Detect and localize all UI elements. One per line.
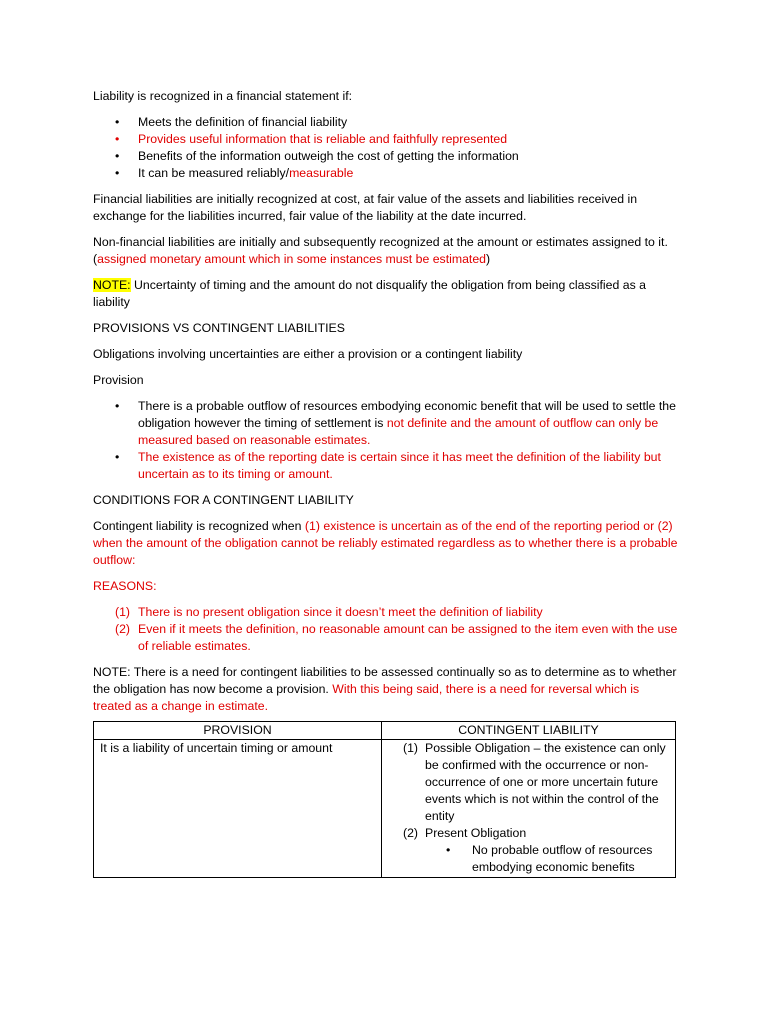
note-paragraph: NOTE: Uncertainty of timing and the amount do not disqualify the obligation from being classified as a liability: [93, 278, 646, 309]
list-item: • Benefits of the information outweigh the cost of getting the information: [93, 148, 678, 165]
reasons-list: [93, 604, 678, 655]
list-item: • Meets the definition of financial liability: [93, 114, 678, 131]
section-heading: CONDITIONS FOR A CONTINGENT LIABILITY: [93, 493, 354, 507]
list-item: (1) Possible Obligation – the existence can only be confirmed with the occurrence or non-occurrence of one or more uncertain future events which is not within the control of the entity: [403, 741, 666, 823]
column-header: PROVISION: [94, 722, 382, 740]
list-item: (2) Even if it meets the definition, no reasonable amount can be assigned to the item even with the use of reliable estimates.: [115, 622, 678, 653]
note-paragraph: NOTE: There is a need for contingent liabilities to be assessed continually so as to determine as to whether the obligation has now become a provision. With this being said, there is a need for reversal which is treated as a change in estimate.: [93, 665, 677, 713]
recognition-criteria-list: [93, 114, 678, 182]
list-item: • The existence as of the reporting date is certain since it has meet the definition of the liability but uncertain as to its timing or amount.: [93, 449, 678, 483]
column-header: CONTINGENT LIABILITY: [382, 722, 676, 740]
reasons-heading: REASONS:: [93, 579, 157, 593]
list-item: • It can be measured reliably/measurable: [93, 165, 678, 182]
provision-heading: Provision: [93, 373, 144, 387]
comparison-table: [93, 721, 676, 878]
financial-liabilities-paragraph: Financial liabilities are initially recognized at cost, at fair value of the assets and liabilities received in exchange for the liabilities incurred, fair value of the liability at the date incurred.: [93, 192, 638, 223]
list-item: • No probable outflow of resources embodying economic benefits: [446, 843, 653, 874]
table-header-row: [94, 722, 676, 740]
contingent-paragraph: Contingent liability is recognized when (1) existence is uncertain as of the end of the reporting period or (2) when the amount of the obligation cannot be reliably estimated regardless as to whether there is a probable outflow:: [93, 519, 678, 567]
note-label: NOTE:: [93, 278, 131, 292]
section-heading: PROVISIONS VS CONTINGENT LIABILITIES: [93, 321, 345, 335]
table-row: [94, 740, 676, 878]
non-financial-liabilities-paragraph: Non-financial liabilities are initially and subsequently recognized at the amount or estimates assigned to it. (assigned monetary amount which in some instances must be estimated): [93, 235, 668, 266]
table-cell: It is a liability of uncertain timing or amount: [94, 740, 382, 878]
intro-paragraph: Liability is recognized in a financial statement if:: [93, 89, 353, 103]
table-cell: [382, 740, 676, 878]
list-item: • There is a probable outflow of resources embodying economic benefit that will be used to settle the obligation however the timing of settlement is not definite and the amount of outflow can only be measured based on reasonable estimates.: [93, 398, 678, 449]
list-item: (1) There is no present obligation since it doesn’t meet the definition of liability: [115, 605, 543, 619]
obligations-paragraph: Obligations involving uncertainties are either a provision or a contingent liability: [93, 347, 523, 361]
list-item: • Provides useful information that is reliable and faithfully represented: [93, 131, 678, 148]
list-item: (2) Present Obligation: [403, 826, 527, 840]
provision-list: [93, 398, 678, 483]
document-body: [93, 88, 678, 878]
bullet-icon: •: [446, 843, 451, 857]
